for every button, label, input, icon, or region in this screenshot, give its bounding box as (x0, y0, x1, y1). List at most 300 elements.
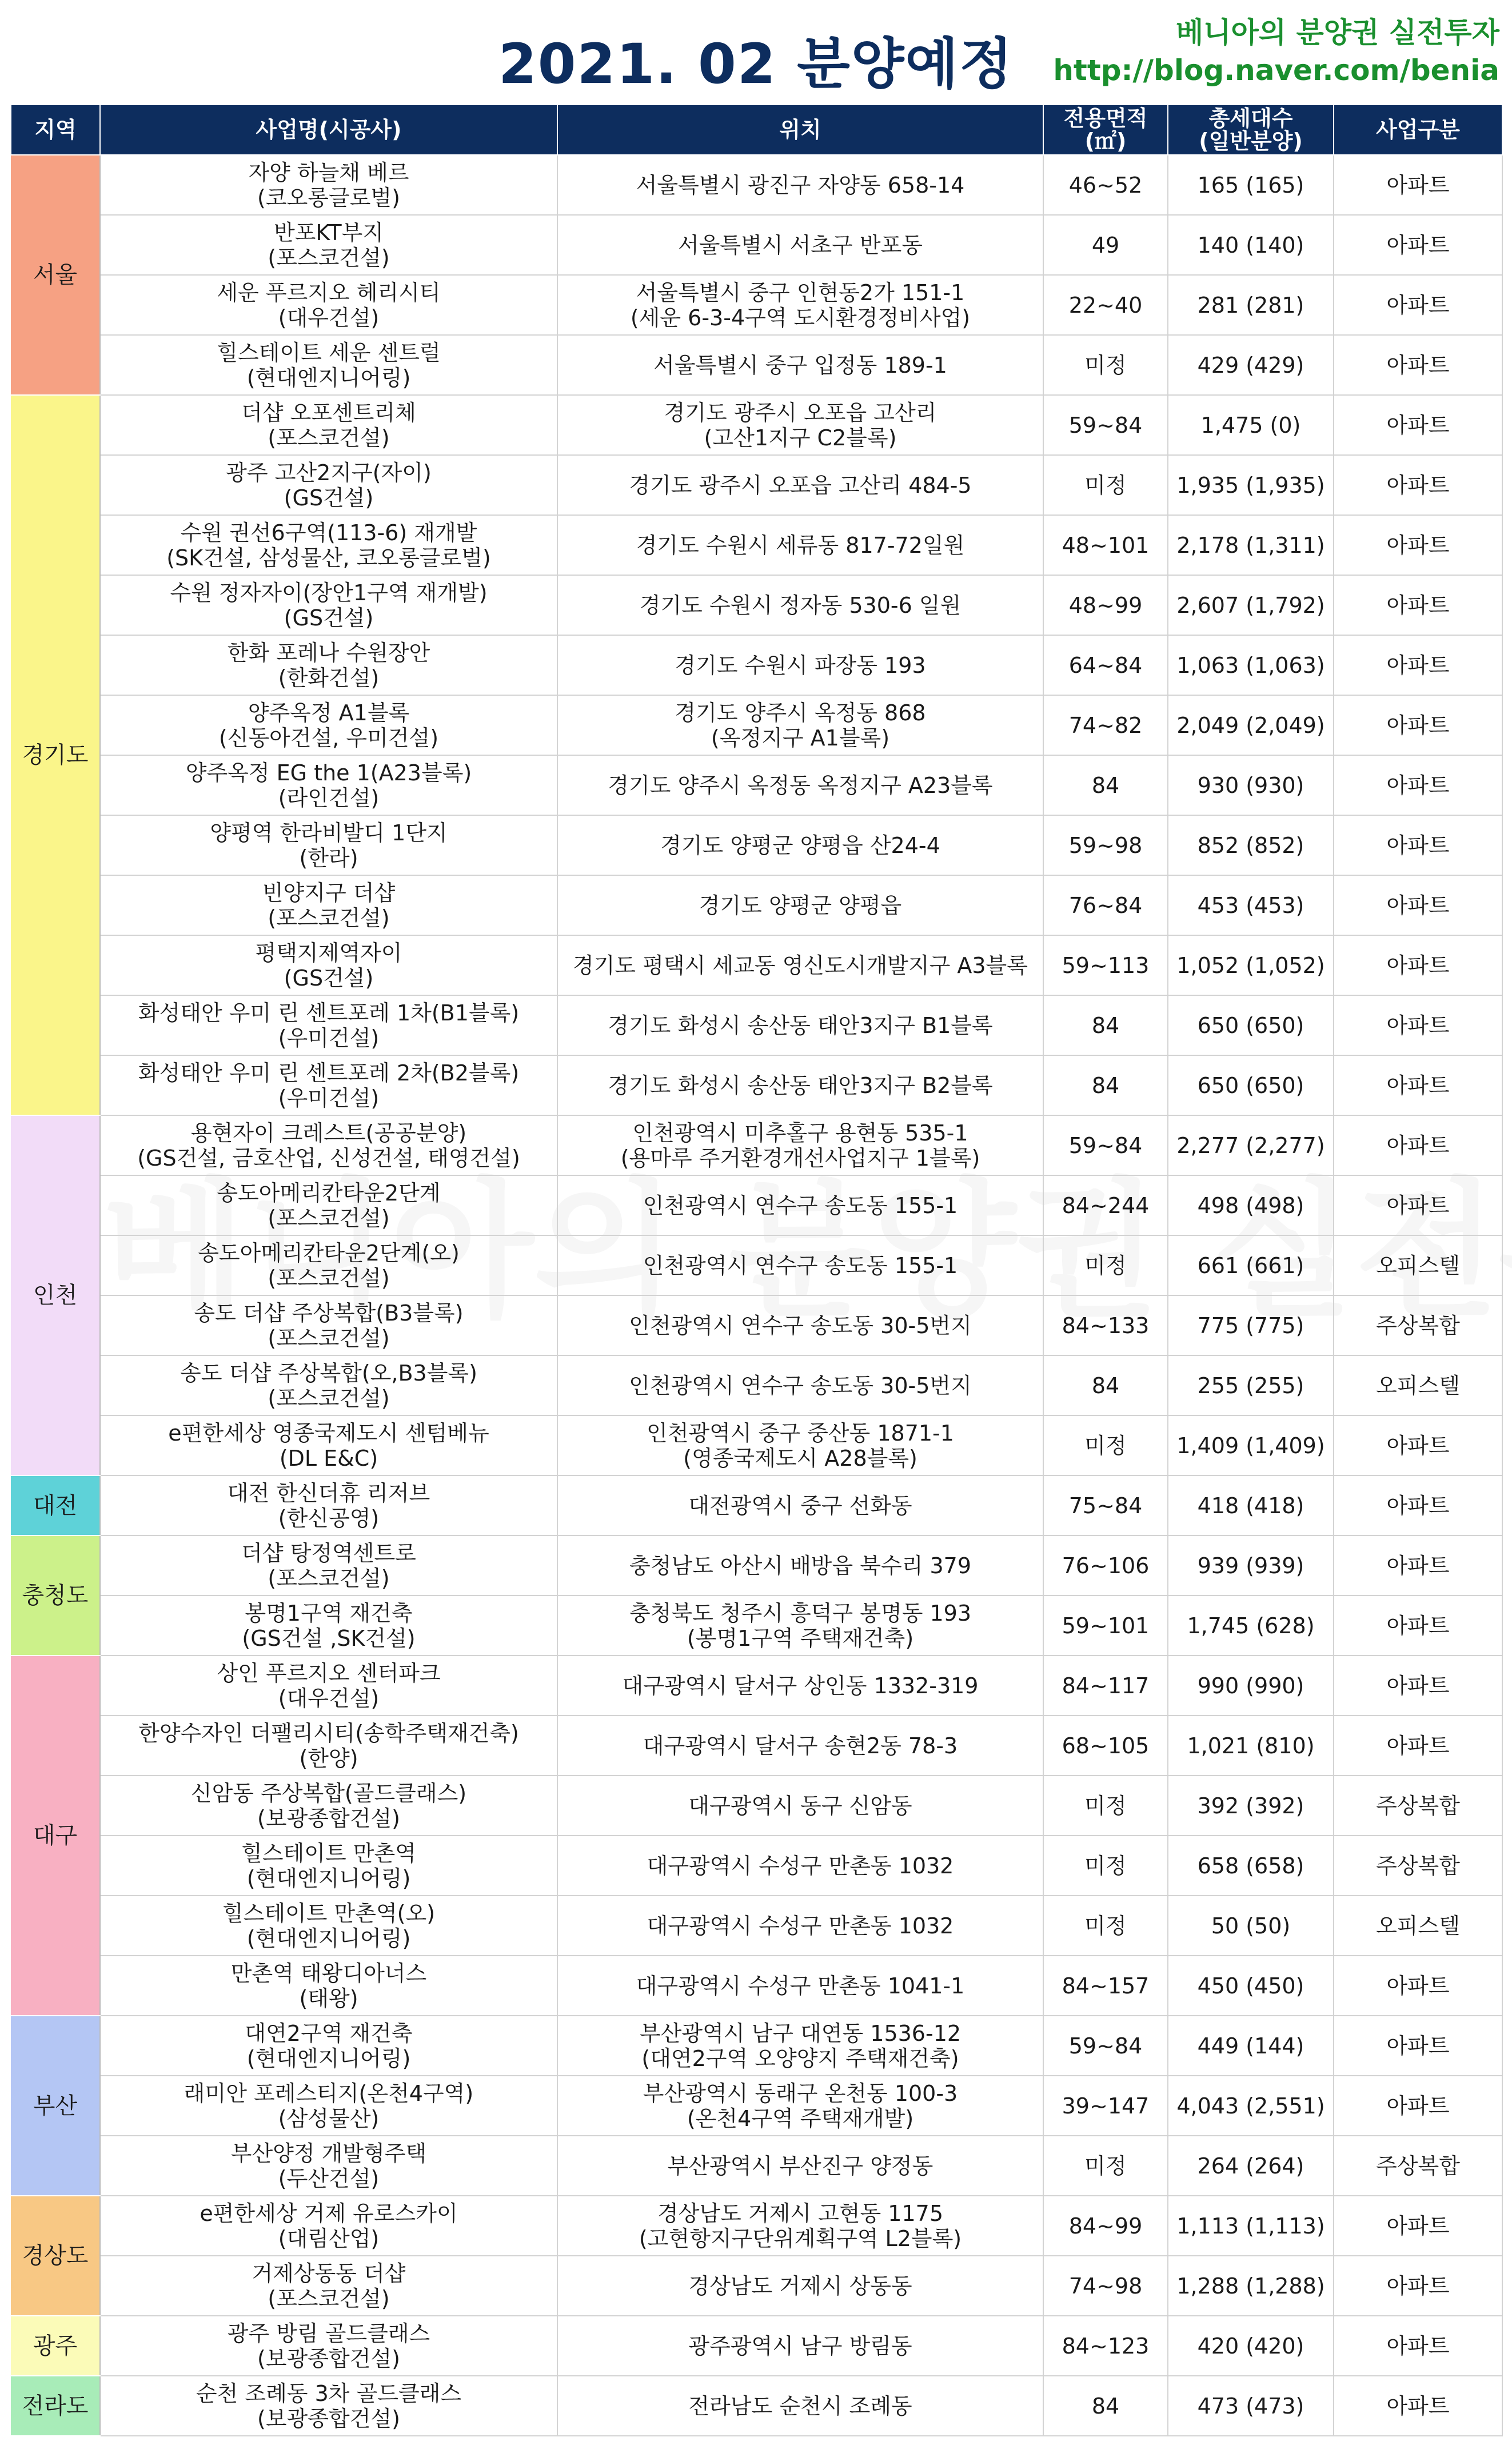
units-cell: 939 (939) (1168, 1535, 1334, 1596)
table-row (11, 2316, 1502, 2376)
project-builder: (대림산업) (278, 2225, 380, 2251)
project-builder: (GS건설) (284, 485, 374, 510)
location-address: 부산광역시 동래구 온천동 100-3 (643, 2080, 958, 2106)
project-name: 자양 하늘채 베르 (248, 159, 409, 185)
project-cell (100, 1956, 557, 2016)
project-name: 한화 포레나 수원장안 (227, 640, 430, 665)
project-builder: (포스코건설) (268, 1265, 390, 1291)
units-cell: 1,409 (1,409) (1168, 1415, 1334, 1475)
table-row (11, 215, 1502, 275)
project-cell (100, 2256, 557, 2316)
project-cell (100, 1235, 557, 1295)
units-cell: 1,063 (1,063) (1168, 635, 1334, 695)
project-builder: (GS건설) (284, 965, 374, 991)
table-row (11, 995, 1502, 1055)
location-cell (557, 1295, 1043, 1355)
area-cell: 59~84 (1043, 395, 1168, 455)
units-cell: 392 (392) (1168, 1776, 1334, 1836)
units-cell: 2,049 (2,049) (1168, 695, 1334, 755)
table-row (11, 575, 1502, 635)
project-cell (100, 1596, 557, 1656)
project-builder: (포스코건설) (268, 425, 390, 450)
project-cell (100, 2196, 557, 2256)
project-name: 만촌역 태왕디아너스 (230, 1960, 427, 1986)
project-name: 빈양지구 더샵 (262, 880, 396, 906)
location-cell (557, 2316, 1043, 2376)
project-cell (100, 2076, 557, 2136)
table-row (11, 2376, 1502, 2436)
project-builder: (현대엔지니어링) (246, 2045, 411, 2071)
type-cell: 아파트 (1334, 1656, 1502, 1716)
region-cell: 대전 (11, 1475, 100, 1535)
area-cell: 48~101 (1043, 515, 1168, 575)
table-row (11, 1475, 1502, 1535)
location-detail: (세운 6-3-4구역 도시환경정비사업) (630, 305, 971, 330)
location-address: 대구광역시 달서구 상인동 1332-319 (622, 1673, 979, 1698)
type-cell: 아파트 (1334, 995, 1502, 1055)
project-cell (100, 1716, 557, 1776)
project-cell (100, 1776, 557, 1836)
type-cell: 주상복합 (1334, 2136, 1502, 2196)
table-row (11, 1716, 1502, 1776)
units-cell: 1,475 (0) (1168, 395, 1334, 455)
type-cell: 아파트 (1334, 695, 1502, 755)
area-cell: 59~101 (1043, 1596, 1168, 1656)
header-area: 전용면적(㎡) (1043, 105, 1168, 155)
project-builder: (두산건설) (278, 2165, 380, 2191)
project-name: 세운 푸르지오 헤리시티 (217, 280, 441, 305)
type-cell: 아파트 (1334, 1475, 1502, 1535)
table-row (11, 1175, 1502, 1235)
location-address: 경기도 양평군 양평읍 (699, 892, 902, 918)
region-cell: 전라도 (11, 2376, 100, 2436)
project-cell (100, 1295, 557, 1355)
project-cell (100, 755, 557, 815)
project-builder: (DL E&C) (279, 1445, 378, 1471)
area-cell: 84~117 (1043, 1656, 1168, 1716)
table-row (11, 2076, 1502, 2136)
area-cell: 59~113 (1043, 935, 1168, 995)
region-cell: 대구 (11, 1656, 100, 2016)
location-cell (557, 2076, 1043, 2136)
area-cell: 84~123 (1043, 2316, 1168, 2376)
units-cell: 1,288 (1,288) (1168, 2256, 1334, 2316)
table-row (11, 1115, 1502, 1175)
location-address: 경상남도 거제시 상동동 (688, 2273, 912, 2299)
brand-url[interactable]: http://blog.naver.com/benia (1053, 54, 1499, 87)
type-cell: 아파트 (1334, 635, 1502, 695)
location-address: 대구광역시 수성구 만촌동 1032 (647, 1913, 954, 1939)
area-cell: 84~157 (1043, 1956, 1168, 2016)
table-row (11, 1295, 1502, 1355)
table-row (11, 1235, 1502, 1295)
project-builder: (한화건설) (278, 665, 380, 691)
project-name: 송도 더샵 주상복합(오,B3블록) (180, 1360, 477, 1386)
units-cell: 418 (418) (1168, 1475, 1334, 1535)
project-cell (100, 1836, 557, 1896)
project-cell (100, 275, 557, 335)
location-detail: (온천4구역 주택재개발) (687, 2105, 914, 2131)
type-cell: 아파트 (1334, 935, 1502, 995)
area-cell: 49 (1043, 215, 1168, 275)
table-row (11, 515, 1502, 575)
location-detail: (영종국제도시 A28블록) (683, 1445, 917, 1471)
location-cell (557, 395, 1043, 455)
location-address: 대전광역시 중구 선화동 (688, 1493, 912, 1518)
table-row (11, 1596, 1502, 1656)
units-cell: 661 (661) (1168, 1235, 1334, 1295)
project-builder: (포스코건설) (268, 1325, 390, 1351)
type-cell: 아파트 (1334, 2196, 1502, 2256)
project-name: 화성태안 우미 린 센트포레 1차(B1블록) (138, 1000, 520, 1026)
location-address: 경기도 평택시 세교동 영신도시개발지구 A3블록 (573, 952, 1028, 978)
project-name: 대연2구역 재건축 (245, 2020, 413, 2046)
project-cell (100, 1896, 557, 1956)
header-location: 위치 (557, 105, 1043, 155)
location-cell (557, 1055, 1043, 1115)
project-name: 양평역 한라비발디 1단지 (210, 820, 448, 845)
location-address: 인천광역시 미추홀구 용현동 535-1 (632, 1120, 968, 1146)
location-cell (557, 935, 1043, 995)
project-name: 대전 한신더휴 리저브 (227, 1480, 430, 1506)
units-cell: 990 (990) (1168, 1656, 1334, 1716)
area-cell: 74~98 (1043, 2256, 1168, 2316)
type-cell: 아파트 (1334, 455, 1502, 515)
table-row (11, 275, 1502, 335)
location-address: 대구광역시 수성구 만촌동 1041-1 (636, 1973, 965, 1999)
location-cell (557, 335, 1043, 395)
type-cell: 오피스텔 (1334, 1235, 1502, 1295)
project-name: 광주 방림 골드클래스 (227, 2320, 430, 2346)
project-builder: (삼성물산) (278, 2105, 380, 2131)
table-row (11, 1535, 1502, 1596)
area-cell: 미정 (1043, 1836, 1168, 1896)
type-cell: 아파트 (1334, 575, 1502, 635)
area-cell: 미정 (1043, 1896, 1168, 1956)
project-builder: (포스코건설) (268, 2286, 390, 2311)
project-builder: (한신공영) (278, 1505, 380, 1531)
area-cell: 미정 (1043, 1235, 1168, 1295)
area-cell: 미정 (1043, 2136, 1168, 2196)
type-cell: 아파트 (1334, 335, 1502, 395)
table-row (11, 2196, 1502, 2256)
project-name: 송도아메리칸타운2단계(오) (198, 1240, 460, 1266)
type-cell: 아파트 (1334, 1596, 1502, 1656)
location-cell (557, 1776, 1043, 1836)
location-detail: (용마루 주거환경개선사업지구 1블록) (620, 1145, 980, 1171)
project-builder: (한양) (299, 1745, 358, 1771)
project-name: 송도아메리칸타운2단계 (217, 1180, 441, 1206)
project-cell (100, 875, 557, 935)
project-builder: (포스코건설) (268, 245, 390, 270)
units-cell: 1,021 (810) (1168, 1716, 1334, 1776)
project-name: 용현자이 크레스트(공공분양) (190, 1120, 467, 1146)
project-cell (100, 1175, 557, 1235)
type-cell: 아파트 (1334, 2076, 1502, 2136)
location-cell (557, 1716, 1043, 1776)
project-name: 힐스테이트 만촌역(오) (222, 1900, 436, 1926)
type-cell: 아파트 (1334, 1115, 1502, 1175)
location-cell (557, 1836, 1043, 1896)
location-address: 경기도 광주시 오포읍 고산리 (664, 400, 937, 425)
table-row (11, 1836, 1502, 1896)
type-cell: 아파트 (1334, 1175, 1502, 1235)
table-row (11, 155, 1502, 215)
location-address: 인천광역시 중구 중산동 1871-1 (647, 1420, 954, 1446)
table-row (11, 755, 1502, 815)
table-row (11, 395, 1502, 455)
region-cell: 광주 (11, 2316, 100, 2376)
location-address: 경기도 화성시 송산동 태안3지구 B1블록 (608, 1012, 993, 1038)
units-cell: 658 (658) (1168, 1836, 1334, 1896)
area-cell: 64~84 (1043, 635, 1168, 695)
location-cell (557, 1896, 1043, 1956)
location-address: 서울특별시 중구 인현동2가 151-1 (636, 280, 965, 305)
region-cell: 충청도 (11, 1535, 100, 1656)
location-cell (557, 1535, 1043, 1596)
area-cell: 미정 (1043, 1776, 1168, 1836)
location-address: 서울특별시 서초구 반포동 (678, 232, 923, 258)
project-name: 더샵 탕정역센트로 (241, 1540, 416, 1566)
location-address: 전라남도 순천시 조례동 (688, 2393, 912, 2419)
project-name: 한양수자인 더팰리시티(송학주택재건축) (138, 1720, 519, 1746)
project-builder: (우미건설) (278, 1025, 380, 1051)
units-cell: 450 (450) (1168, 1956, 1334, 2016)
header-project: 사업명(시공사) (100, 105, 557, 155)
location-cell (557, 1355, 1043, 1415)
project-builder: (포스코건설) (268, 905, 390, 931)
location-address: 경기도 양평군 양평읍 산24-4 (660, 832, 940, 858)
location-cell (557, 2256, 1043, 2316)
project-name: 양주옥정 EG the 1(A23블록) (185, 760, 472, 785)
location-cell (557, 1956, 1043, 2016)
area-cell: 59~84 (1043, 1115, 1168, 1175)
type-cell: 아파트 (1334, 875, 1502, 935)
project-cell (100, 155, 557, 215)
table-row (11, 1055, 1502, 1115)
project-cell (100, 695, 557, 755)
location-cell (557, 215, 1043, 275)
units-cell: 650 (650) (1168, 995, 1334, 1055)
location-detail: (봉명1구역 주택재건축) (687, 1625, 914, 1651)
units-cell: 1,745 (628) (1168, 1596, 1334, 1656)
units-cell: 1,113 (1,113) (1168, 2196, 1334, 2256)
location-detail: (옥정지구 A1블록) (711, 725, 890, 751)
units-cell: 1,052 (1,052) (1168, 935, 1334, 995)
project-cell (100, 2016, 557, 2076)
table-row (11, 1896, 1502, 1956)
project-builder: (대우건설) (278, 305, 380, 330)
location-cell (557, 455, 1043, 515)
region-cell: 서울 (11, 155, 100, 395)
units-cell: 473 (473) (1168, 2376, 1334, 2436)
header-units (1168, 105, 1334, 155)
project-name: 수원 정자자이(장안1구역 재개발) (170, 580, 488, 605)
project-cell (100, 2316, 557, 2376)
location-detail: (고산1지구 C2블록) (704, 425, 897, 450)
type-cell: 아파트 (1334, 1535, 1502, 1596)
units-cell: 449 (144) (1168, 2016, 1334, 2076)
units-cell: 165 (165) (1168, 155, 1334, 215)
units-cell: 4,043 (2,551) (1168, 2076, 1334, 2136)
type-cell: 아파트 (1334, 155, 1502, 215)
project-builder: (GS건설) (284, 605, 374, 631)
type-cell: 오피스텔 (1334, 1896, 1502, 1956)
type-cell: 아파트 (1334, 2316, 1502, 2376)
project-cell (100, 1475, 557, 1535)
project-cell (100, 935, 557, 995)
table-row (11, 1656, 1502, 1716)
project-cell (100, 1535, 557, 1596)
location-cell (557, 1175, 1043, 1235)
location-cell (557, 995, 1043, 1055)
type-cell: 주상복합 (1334, 1836, 1502, 1896)
location-address: 대구광역시 수성구 만촌동 1032 (647, 1853, 954, 1878)
location-address: 경기도 양주시 옥정동 옥정지구 A23블록 (608, 772, 993, 798)
table-row (11, 1776, 1502, 1836)
project-cell (100, 395, 557, 455)
project-cell (100, 2136, 557, 2196)
project-builder: (현대엔지니어링) (246, 365, 411, 390)
type-cell: 아파트 (1334, 1415, 1502, 1475)
area-cell: 84 (1043, 995, 1168, 1055)
area-cell: 84~99 (1043, 2196, 1168, 2256)
project-name: 부산양정 개발형주택 (230, 2140, 427, 2166)
project-cell (100, 1055, 557, 1115)
table-row (11, 2016, 1502, 2076)
project-cell (100, 1115, 557, 1175)
project-cell (100, 335, 557, 395)
table-row (11, 935, 1502, 995)
project-builder: (포스코건설) (268, 1385, 390, 1411)
type-cell: 아파트 (1334, 515, 1502, 575)
area-cell: 84 (1043, 1355, 1168, 1415)
location-cell (557, 2136, 1043, 2196)
location-address: 부산광역시 남구 대연동 1536-12 (639, 2020, 962, 2046)
location-address: 대구광역시 동구 신암동 (688, 1793, 912, 1818)
location-address: 경기도 수원시 파장동 193 (675, 652, 926, 678)
location-detail: (고현항지구단위계획구역 L2블록) (639, 2225, 962, 2251)
area-cell: 84~133 (1043, 1295, 1168, 1355)
type-cell: 아파트 (1334, 275, 1502, 335)
location-address: 대구광역시 달서구 송현2동 78-3 (643, 1733, 958, 1758)
table-row (11, 815, 1502, 875)
project-builder: (포스코건설) (268, 1565, 390, 1591)
units-cell: 429 (429) (1168, 335, 1334, 395)
area-cell: 46~52 (1043, 155, 1168, 215)
table-row (11, 1355, 1502, 1415)
area-cell: 84 (1043, 755, 1168, 815)
brand-block (1053, 14, 1499, 89)
project-builder: (SK건설, 삼성물산, 코오롱글로벌) (166, 545, 491, 571)
location-address: 경기도 광주시 오포읍 고산리 484-5 (629, 472, 972, 498)
location-cell (557, 695, 1043, 755)
project-name: e편한세상 거제 유로스카이 (200, 2200, 458, 2226)
project-cell (100, 215, 557, 275)
table-row (11, 1415, 1502, 1475)
type-cell: 주상복합 (1334, 1776, 1502, 1836)
project-builder: (보광종합건설) (257, 2346, 400, 2371)
units-cell: 650 (650) (1168, 1055, 1334, 1115)
project-builder: (보광종합건설) (257, 1805, 400, 1831)
schedule-table (10, 104, 1503, 2436)
project-name: 신암동 주상복합(골드클래스) (190, 1780, 467, 1806)
table-row (11, 2256, 1502, 2316)
project-cell (100, 1656, 557, 1716)
units-cell: 775 (775) (1168, 1295, 1334, 1355)
location-cell (557, 2376, 1043, 2436)
type-cell: 아파트 (1334, 1716, 1502, 1776)
location-cell (557, 515, 1043, 575)
units-cell: 2,178 (1,311) (1168, 515, 1334, 575)
region-cell: 부산 (11, 2016, 100, 2196)
units-cell: 420 (420) (1168, 2316, 1334, 2376)
units-cell: 255 (255) (1168, 1355, 1334, 1415)
location-cell (557, 275, 1043, 335)
area-cell: 48~99 (1043, 575, 1168, 635)
type-cell: 아파트 (1334, 1956, 1502, 2016)
project-builder: (GS건설 ,SK건설) (242, 1625, 416, 1651)
area-cell: 84 (1043, 2376, 1168, 2436)
type-cell: 주상복합 (1334, 1295, 1502, 1355)
area-cell: 76~106 (1043, 1535, 1168, 1596)
project-cell (100, 2376, 557, 2436)
location-address: 인천광역시 연수구 송도동 155-1 (643, 1192, 958, 1218)
location-cell (557, 155, 1043, 215)
project-name: 양주옥정 A1블록 (248, 700, 410, 725)
area-cell: 68~105 (1043, 1716, 1168, 1776)
units-cell: 1,935 (1,935) (1168, 455, 1334, 515)
project-cell (100, 575, 557, 635)
location-cell (557, 1596, 1043, 1656)
area-cell: 39~147 (1043, 2076, 1168, 2136)
header-row (11, 105, 1502, 155)
region-cell: 인천 (11, 1115, 100, 1475)
project-name: 반포KT부지 (273, 220, 384, 245)
area-cell: 미정 (1043, 335, 1168, 395)
units-cell: 50 (50) (1168, 1896, 1334, 1956)
type-cell: 아파트 (1334, 1055, 1502, 1115)
project-name: 수원 권선6구역(113-6) 재개발 (180, 520, 477, 545)
location-address: 경기도 양주시 옥정동 868 (675, 700, 926, 725)
table-row (11, 2136, 1502, 2196)
project-cell (100, 635, 557, 695)
type-cell: 아파트 (1334, 215, 1502, 275)
location-address: 인천광역시 연수구 송도동 30-5번지 (629, 1373, 972, 1398)
units-cell: 2,607 (1,792) (1168, 575, 1334, 635)
brand-name: 베니아의 분양권 실전투자 (1175, 16, 1499, 49)
location-cell (557, 1475, 1043, 1535)
project-name: 거제상동동 더샵 (252, 2260, 406, 2286)
type-cell: 오피스텔 (1334, 1355, 1502, 1415)
table-row (11, 1956, 1502, 2016)
project-builder: (포스코건설) (268, 1205, 390, 1231)
project-name: 봉명1구역 재건축 (245, 1600, 413, 1626)
project-cell (100, 1355, 557, 1415)
location-address: 인천광역시 연수구 송도동 155-1 (643, 1253, 958, 1278)
area-cell: 75~84 (1043, 1475, 1168, 1535)
type-cell: 아파트 (1334, 755, 1502, 815)
region-cell: 경상도 (11, 2196, 100, 2316)
table-row (11, 455, 1502, 515)
units-cell: 852 (852) (1168, 815, 1334, 875)
area-cell: 59~84 (1043, 2016, 1168, 2076)
project-builder: (신동아건설, 우미건설) (218, 725, 439, 751)
project-name: 화성태안 우미 린 센트포레 2차(B2블록) (138, 1060, 520, 1086)
area-cell: 84 (1043, 1055, 1168, 1115)
area-cell: 84~244 (1043, 1175, 1168, 1235)
units-cell: 140 (140) (1168, 215, 1334, 275)
